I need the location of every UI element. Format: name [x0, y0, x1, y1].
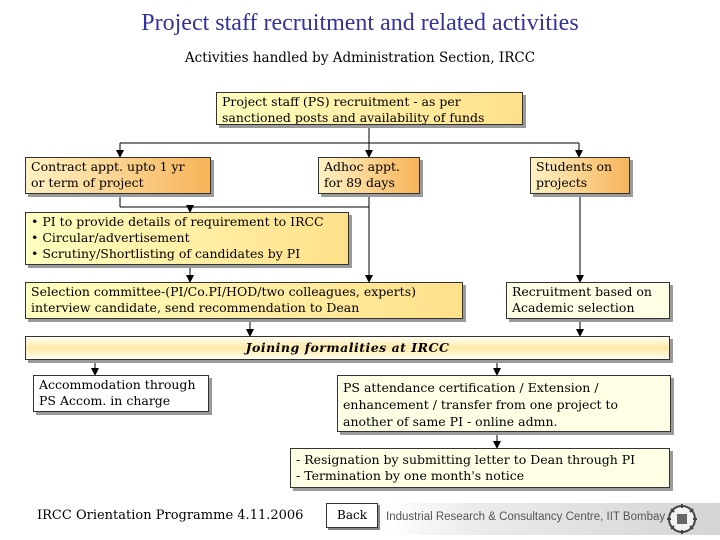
- attendance-extension-box: [337, 375, 671, 432]
- box-line: Adhoc appt.: [324, 159, 401, 174]
- programme-footer: IRCC Orientation Programme 4.11.2006: [37, 508, 304, 523]
- box-line: Selection committee-(PI/Co.PI/HOD/two colleagues, experts): [31, 284, 416, 299]
- iit-bombay-logo-icon: [662, 504, 702, 534]
- ps-recruitment-box: [216, 92, 523, 125]
- box-line: sanctioned posts and availability of funds: [222, 110, 485, 125]
- list-item: • Circular/advertisement: [31, 230, 190, 245]
- box-line: PS attendance certification / Extension /: [343, 380, 599, 395]
- accommodation-box: [33, 375, 209, 412]
- contract-appointment-box: [25, 157, 211, 194]
- box-line: Recruitment based on: [512, 284, 652, 299]
- joining-formalities-box: Joining formalities at IRCC: [25, 336, 670, 360]
- slide-subtitle: Activities handled by Administration Section, IRCC: [184, 50, 536, 66]
- box-line: for 89 days: [324, 175, 395, 190]
- box-line: interview candidate, send recommendation to Dean: [31, 300, 360, 315]
- box-line: - Termination by one month's notice: [296, 468, 525, 483]
- back-button[interactable]: Back: [326, 503, 378, 528]
- students-on-projects-box: [530, 157, 630, 194]
- academic-recruitment-box: [506, 282, 670, 319]
- pi-requirement-steps-box: [25, 212, 349, 265]
- box-line: projects: [536, 175, 588, 190]
- box-line: or term of project: [31, 175, 144, 190]
- box-line: another of same PI - online admn.: [343, 414, 558, 429]
- adhoc-appointment-box: [318, 157, 420, 194]
- list-item: • PI to provide details of requirement to IRCC: [31, 214, 324, 229]
- box-line: Project staff (PS) recruitment - as per: [222, 94, 461, 109]
- box-line: Accommodation through: [39, 377, 196, 392]
- box-line: Students on: [536, 159, 613, 174]
- box-line: Contract appt. upto 1 yr: [31, 159, 185, 174]
- selection-committee-box: [25, 282, 463, 319]
- box-line: enhancement / transfer from one project to: [343, 397, 618, 412]
- box-line: - Resignation by submitting letter to Dean through PI: [296, 452, 636, 467]
- banner-text: Industrial Research & Consultancy Centre, IIT Bombay: [386, 511, 666, 523]
- resignation-termination-box: [290, 448, 670, 488]
- list-item: • Scrutiny/Shortlisting of candidates by PI: [31, 246, 301, 261]
- institute-banner: [386, 503, 720, 535]
- box-line: Academic selection: [512, 300, 635, 315]
- box-line: PS Accom. in charge: [39, 393, 171, 408]
- slide-title: Project staff recruitment and related activities: [141, 10, 579, 36]
